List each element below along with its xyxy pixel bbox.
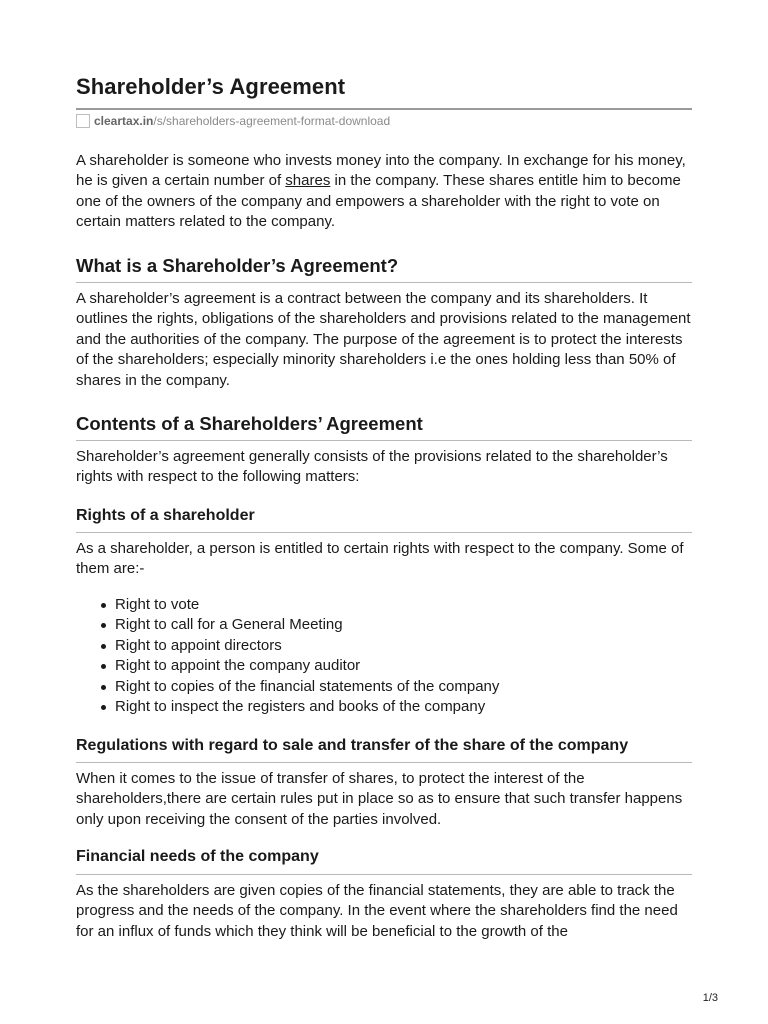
section-heading-what-is: What is a Shareholder’s Agreement? <box>76 255 399 276</box>
list-item: Right to call for a General Meeting <box>76 615 499 635</box>
section-divider <box>76 282 692 283</box>
list-item: Right to inspect the registers and books of the company <box>76 697 499 717</box>
list-item: Right to appoint directors <box>76 636 499 656</box>
shares-link[interactable]: shares <box>285 172 331 190</box>
subsection-paragraph-rights: As a shareholder, a person is entitled to certain rights with respect to the company. Some of them are:- <box>76 540 684 578</box>
page-number: 1/3 <box>702 992 718 1004</box>
page-title: Shareholder’s Agreement <box>76 74 346 99</box>
subsection-paragraph-transfer: When it comes to the issue of transfer of shares, to protect the interest of the shareholders,there are certain rules put in place so as to ensure that such transfer happens only upon receiving the consent of the parties involved. <box>76 770 683 828</box>
subheading-rights: Rights of a shareholder <box>76 507 255 524</box>
rights-list <box>76 595 499 717</box>
source-url[interactable] <box>76 114 390 128</box>
title-divider <box>76 108 692 110</box>
list-item: Right to vote <box>76 595 499 615</box>
intro-paragraph: A shareholder is someone who invests money into the company. In exchange for his money, he is given a certain number of shares in the company. These shares entitle him to become one of the owners of the company and empowers a shareholder with the right to vote on certain matters related to the company. <box>76 152 686 231</box>
subsection-paragraph-financial: As the shareholders are given copies of the financial statements, they are able to track the progress and the needs of the company. In the event where the shareholders find the need for an influx of funds which they think will be beneficial to the growth of the <box>76 882 678 940</box>
section-paragraph-contents: Shareholder’s agreement generally consists of the provisions related to the shareholder’s rights with respect to the following matters: <box>76 448 668 486</box>
subheading-transfer: Regulations with regard to sale and transfer of the share of the company <box>76 737 629 754</box>
subsection-divider <box>76 762 692 763</box>
section-divider <box>76 440 692 441</box>
subheading-financial: Financial needs of the company <box>76 848 319 865</box>
list-item: Right to copies of the financial statements of the company <box>76 677 499 697</box>
favicon-placeholder-icon <box>76 114 90 128</box>
source-path[interactable]: /s/shareholders-agreement-format-download <box>153 114 391 128</box>
list-item: Right to appoint the company auditor <box>76 656 499 676</box>
section-paragraph-what-is: A shareholder’s agreement is a contract between the company and its shareholders. It outlines the rights, obligations of the shareholders and provisions related to the management and the authorities of the company. The purpose of the agreement is to protect the interests of the shareholders; especially minority shareholders i.e the ones holding less than 50% of shares in the company. <box>76 290 691 389</box>
section-heading-contents: Contents of a Shareholders’ Agreement <box>76 413 423 434</box>
source-domain[interactable]: cleartax.in <box>94 114 154 128</box>
subsection-divider <box>76 874 692 875</box>
subsection-divider <box>76 532 692 533</box>
